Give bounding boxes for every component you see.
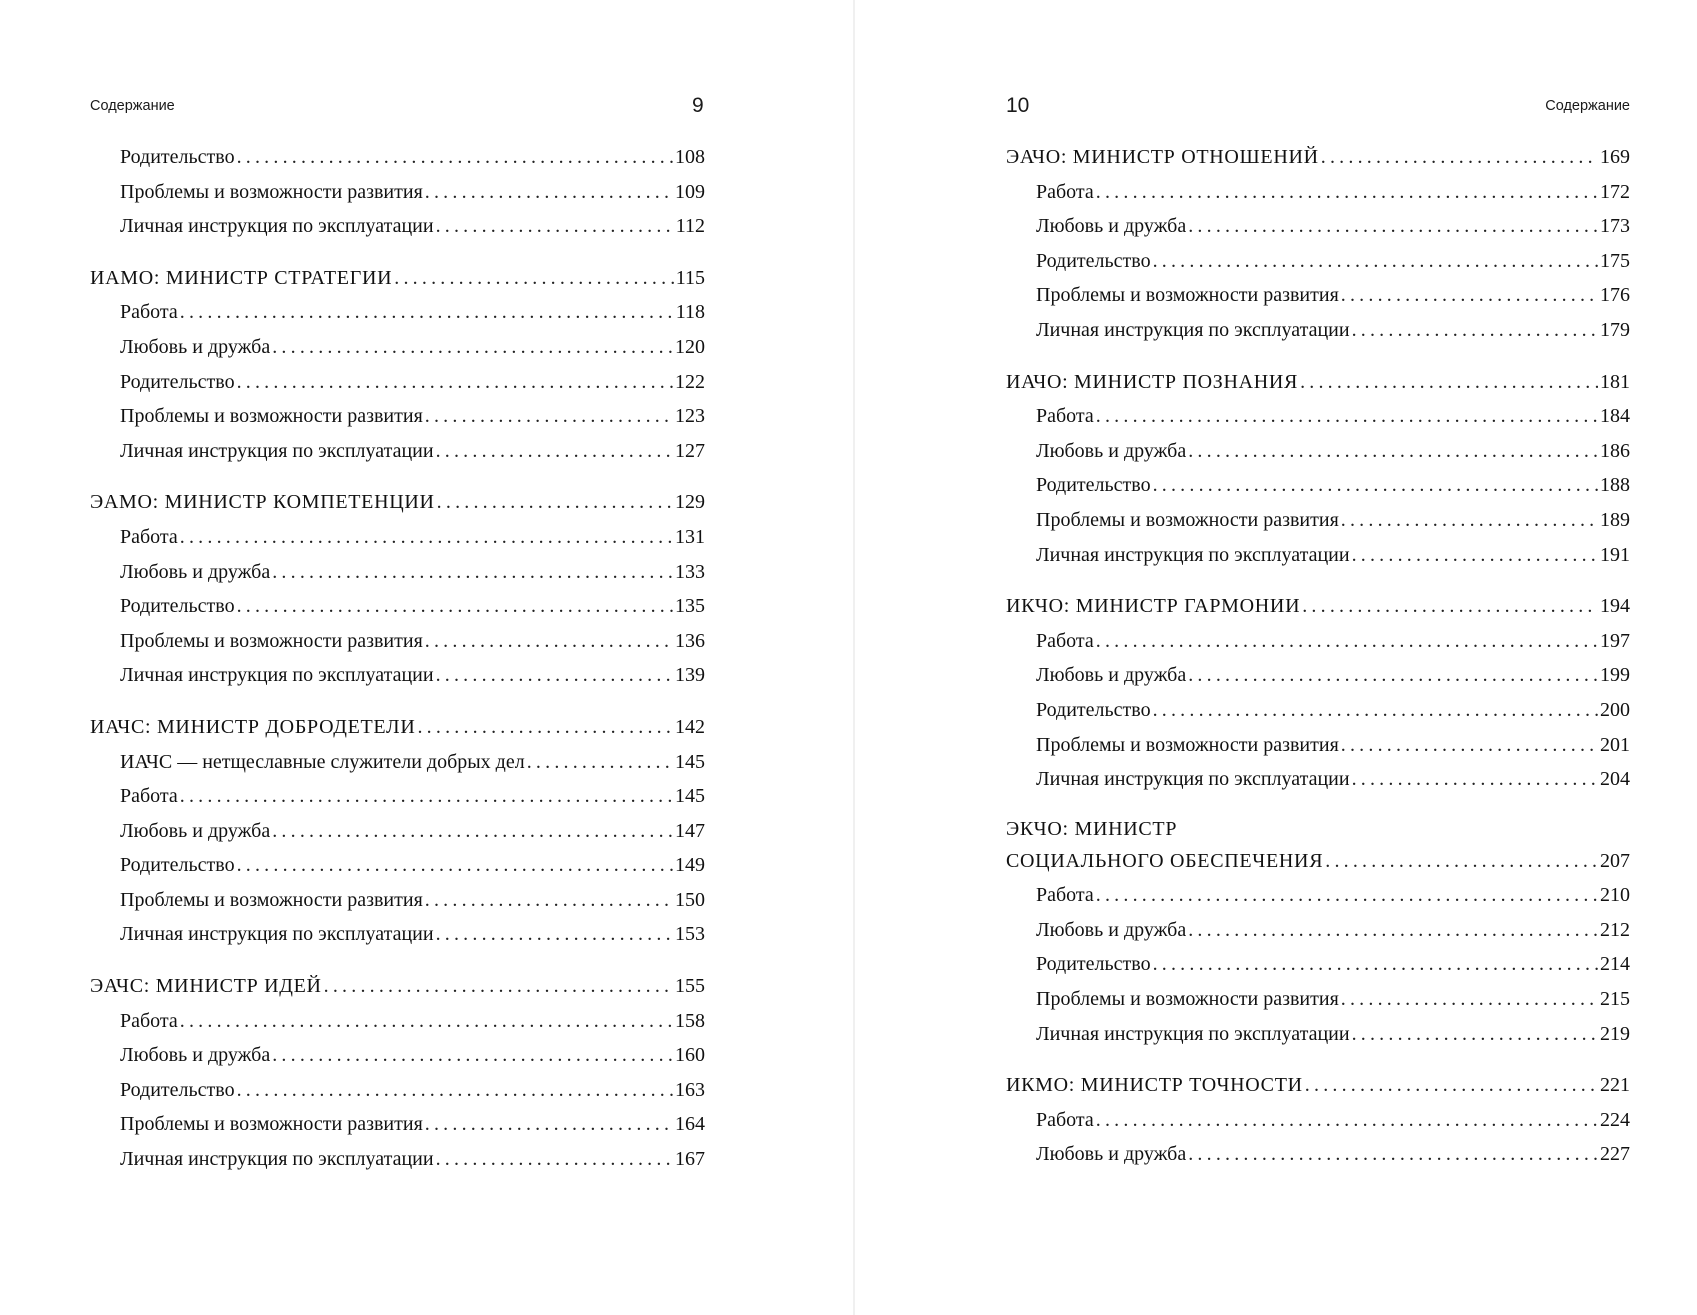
dot-leader [1350, 538, 1598, 573]
entry-title: Любовь и дружба [1036, 215, 1187, 238]
entry-title: Личная инструкция по эксплуатации [120, 664, 434, 687]
toc-entry[interactable] [90, 365, 705, 400]
toc-entry[interactable] [1006, 175, 1630, 210]
toc-section [1006, 365, 1630, 573]
entry-page-number: 120 [675, 335, 705, 358]
entry-title: Родительство [120, 595, 235, 618]
entry-page-number: 188 [1600, 474, 1630, 497]
toc-section [90, 969, 705, 1177]
toc-section [90, 485, 705, 693]
entry-title: Работа [120, 301, 178, 324]
entry-title: Работа [1036, 884, 1094, 907]
toc-section [1006, 140, 1630, 348]
entry-page-number: 139 [675, 664, 705, 687]
dot-leader [270, 814, 673, 849]
toc-entry[interactable] [1006, 658, 1630, 693]
toc-entry[interactable] [90, 399, 705, 434]
toc-entry[interactable] [1006, 399, 1630, 434]
entry-page-number: 227 [1600, 1143, 1630, 1166]
dot-leader [178, 520, 673, 555]
toc-entry[interactable] [90, 1142, 705, 1177]
toc-section [90, 710, 705, 952]
dot-leader [423, 175, 673, 210]
entry-page-number: 221 [1600, 1074, 1630, 1097]
dot-leader [1350, 313, 1598, 348]
entry-title: ИКЧО: МИНИСТР ГАРМОНИИ [1006, 595, 1301, 618]
toc-entry[interactable] [1006, 244, 1630, 279]
entry-page-number: 160 [675, 1044, 705, 1067]
entry-page-number: 147 [675, 819, 705, 842]
toc-entry[interactable] [1006, 982, 1630, 1017]
dot-leader [1151, 693, 1598, 728]
entry-title: ИАЧО: МИНИСТР ПОЗНАНИЯ [1006, 370, 1299, 393]
entry-page-number: 145 [675, 750, 705, 773]
entry-page-number: 186 [1600, 439, 1630, 462]
entry-title: Проблемы и возможности развития [1036, 284, 1339, 307]
dot-leader [1350, 1017, 1598, 1052]
entry-title: Проблемы и возможности развития [120, 629, 423, 652]
dot-leader [1186, 1137, 1598, 1172]
toc-entry[interactable] [1006, 762, 1630, 797]
entry-title: Любовь и дружба [120, 1044, 271, 1067]
dot-leader [1298, 365, 1598, 400]
dot-leader [1094, 624, 1598, 659]
toc-entry[interactable] [90, 883, 705, 918]
toc-list [1006, 140, 1630, 1189]
entry-page-number: 201 [1600, 733, 1630, 756]
entry-title: Любовь и дружба [1036, 439, 1187, 462]
dot-leader [1303, 1068, 1598, 1103]
entry-page-number: 129 [675, 491, 705, 514]
entry-title: Проблемы и возможности развития [1036, 988, 1339, 1011]
dot-leader [1186, 209, 1598, 244]
entry-page-number: 108 [675, 146, 705, 168]
entry-page-number: 219 [1600, 1022, 1630, 1045]
dot-leader [1323, 844, 1598, 879]
dot-leader [1151, 244, 1598, 279]
dot-leader [415, 710, 673, 745]
toc-entry[interactable] [1006, 1137, 1630, 1172]
toc-entry[interactable] [90, 520, 705, 555]
entry-title: Проблемы и возможности развития [120, 405, 423, 428]
toc-chapter-entry[interactable] [90, 261, 705, 296]
entry-page-number: 150 [675, 888, 705, 911]
entry-title: Родительство [120, 370, 235, 393]
toc-entry[interactable] [1006, 278, 1630, 313]
toc-entry[interactable] [1006, 878, 1630, 913]
toc-entry[interactable] [90, 209, 705, 244]
entry-page-number: 173 [1600, 215, 1630, 238]
entry-page-number: 145 [675, 785, 705, 808]
dot-leader [178, 295, 674, 330]
dot-leader [1186, 658, 1598, 693]
entry-title: Проблемы и возможности развития [120, 180, 423, 203]
toc-entry[interactable] [90, 658, 705, 693]
dot-leader [423, 399, 673, 434]
toc-entry[interactable] [1006, 209, 1630, 244]
toc-entry[interactable] [90, 555, 705, 590]
toc-entry[interactable] [1006, 538, 1630, 573]
toc-entry[interactable] [90, 295, 705, 330]
dot-leader [270, 555, 673, 590]
dot-leader [434, 1142, 673, 1177]
entry-title: Проблемы и возможности развития [1036, 733, 1339, 756]
entry-title: ЭАЧО: МИНИСТР ОТНОШЕНИЙ [1006, 146, 1319, 168]
entry-page-number: 112 [675, 215, 705, 238]
entry-title: Родительство [120, 854, 235, 877]
entry-page-number: 212 [1600, 918, 1630, 941]
entry-page-number: 118 [675, 301, 705, 324]
dot-leader [1094, 175, 1598, 210]
toc-chapter-entry[interactable] [90, 710, 705, 745]
dot-leader [1339, 982, 1598, 1017]
toc-entry[interactable] [1006, 947, 1630, 982]
entry-page-number: 172 [1600, 180, 1630, 203]
toc-entry[interactable] [1006, 468, 1630, 503]
entry-title: Личная инструкция по эксплуатации [120, 215, 434, 238]
toc-chapter-entry[interactable] [90, 969, 705, 1004]
entry-title: Работа [120, 785, 178, 808]
entry-title: Личная инструкция по эксплуатации [120, 923, 434, 946]
toc-chapter-entry[interactable] [1006, 844, 1630, 879]
entry-page-number: 158 [675, 1009, 705, 1032]
toc-entry[interactable] [90, 917, 705, 952]
toc-entry[interactable] [1006, 1017, 1630, 1052]
entry-title: Личная инструкция по эксплуатации [1036, 318, 1350, 341]
dot-leader [434, 917, 673, 952]
entry-title: Работа [1036, 405, 1094, 428]
entry-page-number: 181 [1600, 370, 1630, 393]
entry-title: Личная инструкция по эксплуатации [1036, 1022, 1350, 1045]
entry-page-number: 163 [675, 1078, 705, 1101]
entry-title: Родительство [1036, 474, 1151, 497]
entry-page-number: 189 [1600, 508, 1630, 531]
entry-page-number: 194 [1600, 595, 1630, 618]
entry-title: ИАМО: МИНИСТР СТРАТЕГИИ [90, 266, 393, 289]
dot-leader [1339, 278, 1598, 313]
toc-chapter-entry[interactable] [1006, 140, 1630, 175]
toc-section [1006, 1068, 1630, 1172]
entry-title: Любовь и дружба [120, 819, 271, 842]
entry-title: СОЦИАЛЬНОГО ОБЕСПЕЧЕНИЯ [1006, 849, 1324, 872]
dot-leader [235, 365, 673, 400]
dot-leader [423, 624, 673, 659]
toc-section [1006, 589, 1630, 797]
toc-entry[interactable] [90, 624, 705, 659]
entry-title: Любовь и дружба [120, 560, 271, 583]
dot-leader [525, 745, 673, 780]
toc-entry[interactable] [1006, 728, 1630, 763]
dot-leader [1339, 503, 1598, 538]
entry-title: Родительство [120, 146, 235, 168]
entry-page-number: 184 [1600, 405, 1630, 428]
toc-entry[interactable] [90, 434, 705, 469]
toc-entry[interactable] [90, 589, 705, 624]
entry-page-number: 131 [675, 525, 705, 548]
entry-page-number: 109 [675, 180, 705, 203]
toc-chapter-entry[interactable] [1006, 365, 1630, 400]
dot-leader [1186, 913, 1598, 948]
toc-chapter-entry[interactable] [1006, 589, 1630, 624]
entry-title: Родительство [1036, 249, 1151, 272]
toc-entry[interactable] [1006, 503, 1630, 538]
dot-leader [434, 209, 674, 244]
entry-title: Любовь и дружба [1036, 664, 1187, 687]
entry-page-number: 169 [1600, 146, 1630, 168]
toc-list [90, 140, 705, 1194]
dot-leader [423, 1107, 673, 1142]
entry-title: ИАЧС — нетщеславные служители добрых дел [120, 750, 525, 773]
toc-entry[interactable] [90, 1038, 705, 1073]
dot-leader [235, 589, 673, 624]
toc-entry[interactable] [1006, 313, 1630, 348]
entry-title: ЭАМО: МИНИСТР КОМПЕТЕНЦИИ [90, 491, 435, 514]
entry-title: Любовь и дружба [1036, 1143, 1187, 1166]
toc-entry[interactable] [1006, 434, 1630, 469]
dot-leader [270, 1038, 673, 1073]
entry-title: Проблемы и возможности развития [120, 888, 423, 911]
toc-section [1006, 814, 1630, 1052]
entry-title: Родительство [1036, 698, 1151, 721]
entry-title: Родительство [120, 1078, 235, 1101]
dot-leader [1151, 468, 1598, 503]
entry-title: Личная инструкция по эксплуатации [1036, 768, 1350, 791]
toc-entry[interactable] [90, 814, 705, 849]
entry-title: Проблемы и возможности развития [120, 1113, 423, 1136]
entry-page-number: 199 [1600, 664, 1630, 687]
toc-entry[interactable] [90, 1073, 705, 1108]
entry-title: Личная инструкция по эксплуатации [120, 439, 434, 462]
entry-title: Личная инструкция по эксплуатации [1036, 543, 1350, 566]
dot-leader [434, 658, 673, 693]
entry-page-number: 179 [1600, 318, 1630, 341]
dot-leader [392, 261, 673, 296]
entry-title: Работа [120, 525, 178, 548]
entry-page-number: 204 [1600, 768, 1630, 791]
entry-page-number: 200 [1600, 698, 1630, 721]
dot-leader [434, 434, 673, 469]
dot-leader [235, 1073, 673, 1108]
toc-chapter-entry[interactable] [1006, 1068, 1630, 1103]
entry-page-number: 149 [675, 854, 705, 877]
toc-chapter-entry[interactable] [90, 485, 705, 520]
dot-leader [435, 485, 673, 520]
toc-entry[interactable] [90, 1004, 705, 1039]
entry-page-number: 191 [1600, 543, 1630, 566]
dot-leader [1094, 1103, 1598, 1138]
chapter-title-line: ЭКЧО: МИНИСТР [1006, 817, 1178, 840]
dot-leader [178, 779, 673, 814]
toc-entry[interactable] [1006, 624, 1630, 659]
entry-title: Работа [1036, 629, 1094, 652]
toc-entry[interactable] [90, 140, 705, 175]
entry-page-number: 224 [1600, 1108, 1630, 1131]
dot-leader [270, 330, 673, 365]
toc-section [90, 261, 705, 469]
dot-leader [1319, 140, 1598, 175]
toc-entry[interactable] [90, 175, 705, 210]
dot-leader [1300, 589, 1598, 624]
entry-page-number: 176 [1600, 284, 1630, 307]
entry-page-number: 135 [675, 595, 705, 618]
running-head: Содержание [1545, 98, 1630, 114]
entry-page-number: 142 [675, 715, 705, 738]
entry-page-number: 115 [675, 266, 705, 289]
entry-title: Работа [1036, 180, 1094, 203]
running-head: Содержание [90, 98, 175, 114]
entry-title: ИАЧС: МИНИСТР ДОБРОДЕТЕЛИ [90, 715, 416, 738]
toc-entry[interactable] [1006, 1103, 1630, 1138]
entry-page-number: 155 [675, 975, 705, 998]
entry-page-number: 197 [1600, 629, 1630, 652]
entry-title: Работа [120, 1009, 178, 1032]
dot-leader [423, 883, 673, 918]
entry-page-number: 164 [675, 1113, 705, 1136]
dot-leader [1094, 878, 1598, 913]
dot-leader [178, 1004, 673, 1039]
toc-entry[interactable] [1006, 913, 1630, 948]
toc-entry[interactable] [90, 330, 705, 365]
entry-page-number: 153 [675, 923, 705, 946]
toc-entry[interactable] [1006, 693, 1630, 728]
dot-leader [1151, 947, 1598, 982]
toc-entry[interactable] [90, 745, 705, 780]
dot-leader [322, 969, 673, 1004]
right-page [855, 0, 1697, 1315]
entry-title: ЭАЧС: МИНИСТР ИДЕЙ [90, 975, 322, 998]
entry-title: ИКМО: МИНИСТР ТОЧНОСТИ [1006, 1074, 1303, 1097]
entry-page-number: 127 [675, 439, 705, 462]
dot-leader [1094, 399, 1598, 434]
entry-page-number: 175 [1600, 249, 1630, 272]
toc-entry[interactable] [90, 779, 705, 814]
entry-title: Родительство [1036, 953, 1151, 976]
toc-entry[interactable] [90, 848, 705, 883]
page-number: 10 [1006, 94, 1030, 117]
toc-entry[interactable] [90, 1107, 705, 1142]
entry-page-number: 123 [675, 405, 705, 428]
dot-leader [1339, 728, 1598, 763]
dot-leader [235, 848, 673, 883]
entry-page-number: 207 [1600, 849, 1630, 872]
dot-leader [1350, 762, 1598, 797]
entry-title: Личная инструкция по эксплуатации [120, 1148, 434, 1171]
entry-page-number: 167 [675, 1148, 705, 1171]
entry-title: Работа [1036, 1108, 1094, 1131]
entry-page-number: 136 [675, 629, 705, 652]
entry-title: Любовь и дружба [120, 335, 271, 358]
dot-leader [235, 140, 673, 175]
entry-title: Любовь и дружба [1036, 918, 1187, 941]
toc-section [90, 140, 705, 244]
entry-page-number: 122 [675, 370, 705, 393]
dot-leader [1186, 434, 1598, 469]
entry-page-number: 133 [675, 560, 705, 583]
entry-title: Проблемы и возможности развития [1036, 508, 1339, 531]
page-number: 9 [692, 94, 704, 117]
entry-page-number: 215 [1600, 988, 1630, 1011]
entry-page-number: 214 [1600, 953, 1630, 976]
entry-page-number: 210 [1600, 884, 1630, 907]
